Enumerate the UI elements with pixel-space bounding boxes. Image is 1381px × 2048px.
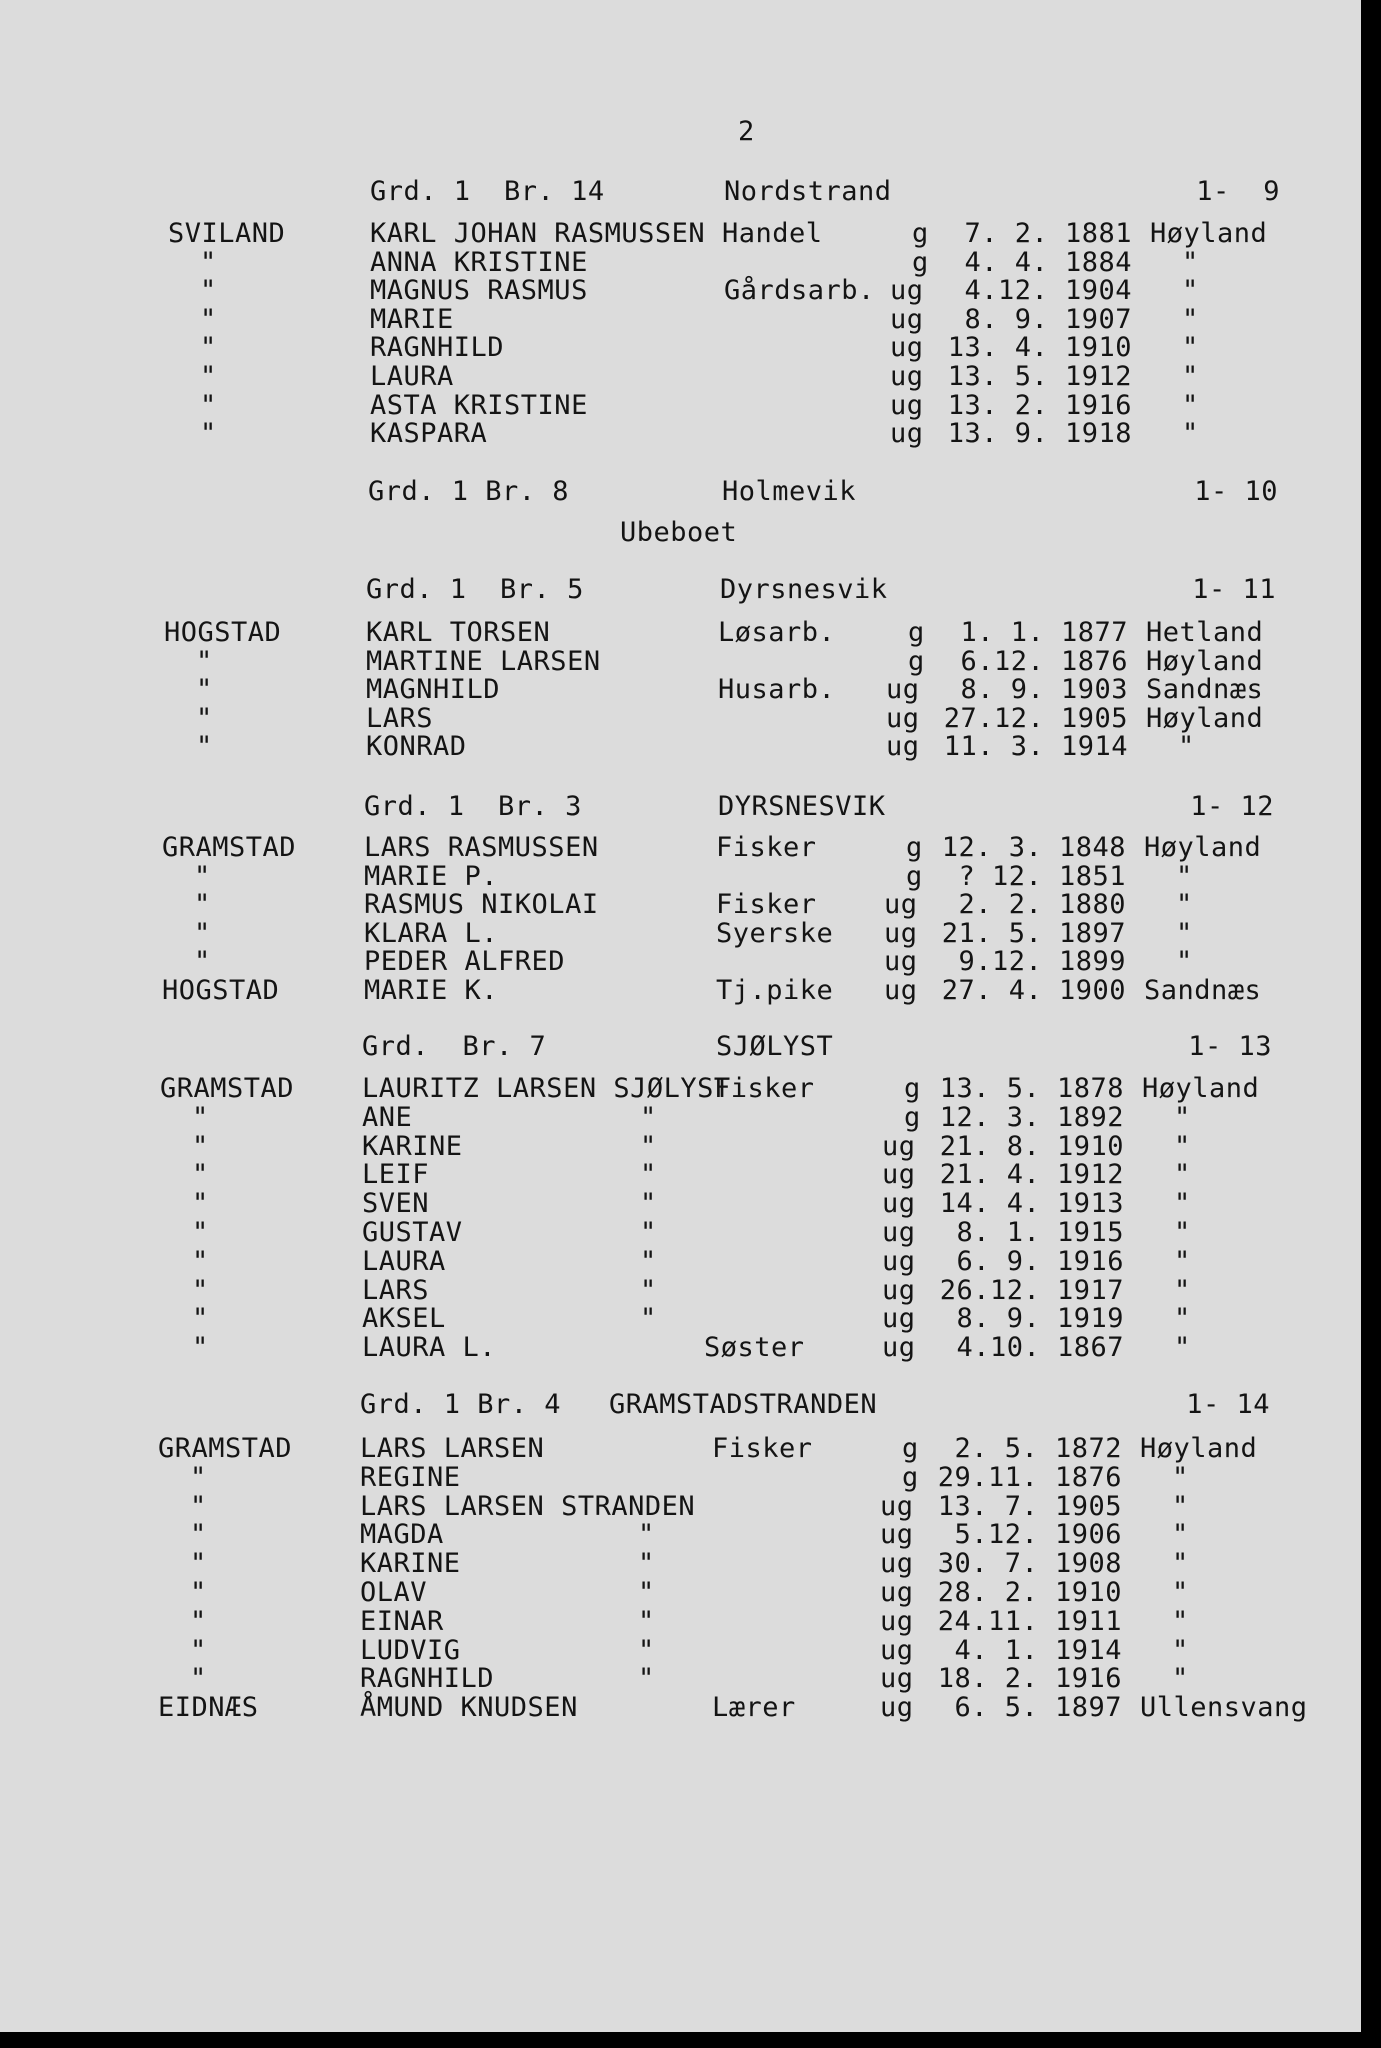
farm-name: " <box>200 247 217 278</box>
farm-name: " <box>190 1491 207 1522</box>
marital-status: ug <box>882 1246 916 1277</box>
birthplace: " <box>1172 1491 1189 1522</box>
birth-date: 13. 2. 1916 <box>947 390 1132 421</box>
farm-name: " <box>192 1303 209 1334</box>
marital-status: ug <box>880 1519 914 1550</box>
birthplace: " <box>1182 304 1199 335</box>
farm-name: " <box>192 1102 209 1133</box>
birth-date: 27. 4. 1900 <box>941 975 1126 1006</box>
farm-name: " <box>200 390 217 421</box>
birthplace: " <box>1176 946 1193 977</box>
person-name: RAGNHILD <box>360 1663 495 1694</box>
marital-status: ug <box>882 1159 916 1190</box>
person-name: MARTINE LARSEN <box>366 646 601 677</box>
farm-name: " <box>190 1577 207 1608</box>
farm-name: " <box>192 1246 209 1277</box>
marital-status: ug <box>890 361 924 392</box>
person-name: KARINE <box>362 1131 463 1162</box>
birthplace: " <box>1174 1131 1191 1162</box>
farm-name: " <box>194 946 211 977</box>
person-name: ÅMUND KNUDSEN <box>360 1692 578 1723</box>
birthplace: " <box>1174 1246 1191 1277</box>
birth-date: 8. 1. 1915 <box>956 1217 1124 1248</box>
farm-name: " <box>190 1635 207 1666</box>
ditto-mark: " <box>640 1275 657 1306</box>
person-name: AKSEL <box>362 1303 446 1334</box>
marital-status: ug <box>880 1491 914 1522</box>
section-header-place: Nordstrand <box>724 176 892 207</box>
marital-status: ug <box>884 975 918 1006</box>
farm-name: " <box>200 361 217 392</box>
farm-name: " <box>196 674 213 705</box>
section-header-place: Dyrsnesvik <box>720 574 888 605</box>
birthplace: " <box>1174 1275 1191 1306</box>
farm-name: " <box>192 1275 209 1306</box>
marital-status: ug <box>880 1692 914 1723</box>
occupation: Løsarb. <box>718 617 836 648</box>
farm-name: " <box>196 646 213 677</box>
ditto-mark: " <box>638 1519 655 1550</box>
birthplace: " <box>1172 1519 1189 1550</box>
birth-date: 2. 2. 1880 <box>958 889 1126 920</box>
birth-date: 6. 9. 1916 <box>956 1246 1124 1277</box>
section-header-ref: 1- 12 <box>1190 791 1274 822</box>
person-name: RASMUS NIKOLAI <box>364 889 599 920</box>
birthplace: " <box>1172 1548 1189 1579</box>
marital-status: g <box>904 1073 921 1104</box>
marital-status: ug <box>882 1332 916 1363</box>
birthplace: Høyland <box>1146 703 1264 734</box>
farm-name: " <box>190 1663 207 1694</box>
person-name: GUSTAV <box>362 1217 463 1248</box>
farm-name: " <box>192 1188 209 1219</box>
farm-name: " <box>190 1462 207 1493</box>
birth-date: 6. 5. 1897 <box>954 1692 1122 1723</box>
birth-date: 5.12. 1906 <box>954 1519 1122 1550</box>
birthplace: Høyland <box>1150 218 1268 249</box>
marital-status: ug <box>882 1303 916 1334</box>
occupation: Syerske <box>716 918 834 949</box>
birthplace: " <box>1174 1159 1191 1190</box>
ditto-mark: " <box>640 1217 657 1248</box>
person-name: RAGNHILD <box>370 332 505 363</box>
birthplace: Sandnæs <box>1146 674 1264 705</box>
birthplace: " <box>1182 361 1199 392</box>
birthplace: " <box>1182 418 1199 449</box>
person-name: ANE <box>362 1102 413 1133</box>
birth-date: 8. 9. 1903 <box>960 674 1128 705</box>
marital-status: ug <box>882 1217 916 1248</box>
person-name: KLARA L. <box>364 918 499 949</box>
marital-status: ug <box>882 1131 916 1162</box>
person-name: KONRAD <box>366 731 467 762</box>
farm-name: " <box>200 275 217 306</box>
marital-status: g <box>908 617 925 648</box>
ditto-mark: " <box>640 1246 657 1277</box>
farm-name: " <box>190 1519 207 1550</box>
birthplace: Høyland <box>1142 1073 1260 1104</box>
marital-status: ug <box>890 332 924 363</box>
occupation: Fisker <box>712 1433 813 1464</box>
occupation: Lærer <box>712 1692 796 1723</box>
birthplace: " <box>1182 390 1199 421</box>
farm-name: " <box>200 304 217 335</box>
section-header-grd: Grd. 1 Br. 8 <box>368 476 570 507</box>
farm-name: " <box>192 1159 209 1190</box>
farm-name: GRAMSTAD <box>160 1073 295 1104</box>
marital-status: g <box>902 1462 919 1493</box>
farm-name: " <box>194 918 211 949</box>
birthplace: " <box>1182 247 1199 278</box>
birth-date: 2. 5. 1872 <box>954 1433 1122 1464</box>
birth-date: 21. 8. 1910 <box>939 1131 1124 1162</box>
birth-date: 8. 9. 1919 <box>956 1303 1124 1334</box>
birth-date: ? 12. 1851 <box>958 861 1126 892</box>
person-name: KARINE <box>360 1548 461 1579</box>
ditto-mark: " <box>640 1159 657 1190</box>
birth-date: 13. 9. 1918 <box>947 418 1132 449</box>
person-name: LAURA L. <box>362 1332 497 1363</box>
birth-date: 13. 4. 1910 <box>947 332 1132 363</box>
birthplace: " <box>1176 889 1193 920</box>
occupation: Fisker <box>714 1073 815 1104</box>
marital-status: ug <box>884 918 918 949</box>
farm-name: " <box>200 332 217 363</box>
marital-status: ug <box>880 1635 914 1666</box>
marital-status: ug <box>886 731 920 762</box>
birthplace: Sandnæs <box>1144 975 1262 1006</box>
birth-date: 4.12. 1904 <box>964 275 1132 306</box>
person-name: MAGDA <box>360 1519 444 1550</box>
marital-status: g <box>904 1102 921 1133</box>
farm-name: GRAMSTAD <box>162 832 297 863</box>
marital-status: ug <box>890 418 924 449</box>
section-header-ref: 1- 10 <box>1194 476 1278 507</box>
birth-date: 1. 1. 1877 <box>960 617 1128 648</box>
marital-status: g <box>906 832 923 863</box>
person-name: MARIE <box>370 304 454 335</box>
ditto-mark: " <box>638 1606 655 1637</box>
farm-name: " <box>196 703 213 734</box>
occupation: Handel <box>722 218 823 249</box>
farm-name: " <box>192 1332 209 1363</box>
marital-status: ug <box>880 1606 914 1637</box>
person-name: KASPARA <box>370 418 488 449</box>
person-name: LEIF <box>362 1159 430 1190</box>
marital-status: ug <box>880 1548 914 1579</box>
ditto-mark: " <box>640 1303 657 1334</box>
farm-name: " <box>194 889 211 920</box>
person-name: SVEN <box>362 1188 430 1219</box>
page-number: 2 <box>738 116 755 147</box>
birthplace: " <box>1174 1188 1191 1219</box>
birth-date: 4. 1. 1914 <box>954 1635 1122 1666</box>
occupation: Fisker <box>716 889 817 920</box>
section-header-grd: Grd. 1 Br. 3 <box>364 791 582 822</box>
ditto-mark: " <box>640 1131 657 1162</box>
birth-date: 7. 2. 1881 <box>964 218 1132 249</box>
marital-status: g <box>912 247 929 278</box>
birth-date: 13. 5. 1878 <box>939 1073 1124 1104</box>
birth-date: 13. 7. 1905 <box>937 1491 1122 1522</box>
marital-status: g <box>906 861 923 892</box>
marital-status: ug <box>882 1188 916 1219</box>
farm-name: " <box>196 731 213 762</box>
birth-date: 21. 5. 1897 <box>941 918 1126 949</box>
birthplace: " <box>1176 918 1193 949</box>
section-header-ref: 1- 11 <box>1192 574 1276 605</box>
section-header-place: Holmevik <box>722 476 857 507</box>
person-name: MARIE K. <box>364 975 499 1006</box>
birthplace: Høyland <box>1140 1433 1258 1464</box>
birth-date: 27.12. 1905 <box>943 703 1128 734</box>
marital-status: ug <box>886 674 920 705</box>
occupation: Fisker <box>716 832 817 863</box>
birth-date: 6.12. 1876 <box>960 646 1128 677</box>
farm-name: " <box>194 861 211 892</box>
farm-name: " <box>200 418 217 449</box>
ditto-mark: " <box>638 1663 655 1694</box>
birthplace: " <box>1172 1635 1189 1666</box>
birthplace: " <box>1172 1462 1189 1493</box>
birthplace: " <box>1172 1663 1189 1694</box>
birthplace: " <box>1182 275 1199 306</box>
farm-name: SVILAND <box>168 218 286 249</box>
birth-date: 26.12. 1917 <box>939 1275 1124 1306</box>
ditto-mark: " <box>640 1188 657 1219</box>
birth-date: 4. 4. 1884 <box>964 247 1132 278</box>
person-name: LARS LARSEN STRANDEN <box>360 1491 696 1522</box>
ditto-mark: " <box>638 1548 655 1579</box>
farm-name: GRAMSTAD <box>158 1433 293 1464</box>
ditto-mark: " <box>638 1635 655 1666</box>
birth-date: 12. 3. 1848 <box>941 832 1126 863</box>
birth-date: 28. 2. 1910 <box>937 1577 1122 1608</box>
person-name: MARIE P. <box>364 861 499 892</box>
person-name: LAURA <box>370 361 454 392</box>
birthplace: Ullensvang <box>1140 1692 1308 1723</box>
section-header-grd: Grd. 1 Br. 14 <box>370 176 605 207</box>
birthplace: " <box>1172 1577 1189 1608</box>
marital-status: ug <box>886 703 920 734</box>
person-name: MAGNHILD <box>366 674 501 705</box>
person-name: MAGNUS RASMUS <box>370 275 588 306</box>
person-name: LARS <box>362 1275 430 1306</box>
occupation: Søster <box>704 1332 805 1363</box>
marital-status: ug <box>890 275 924 306</box>
section-header-ref: 1- 13 <box>1188 1031 1272 1062</box>
occupation: Gårdsarb. <box>724 275 875 306</box>
section-header-grd: Grd. 1 Br. 5 <box>366 574 584 605</box>
birth-date: 21. 4. 1912 <box>939 1159 1124 1190</box>
birth-date: 30. 7. 1908 <box>937 1548 1122 1579</box>
marital-status: g <box>908 646 925 677</box>
birth-date: 8. 9. 1907 <box>964 304 1132 335</box>
farm-name: HOGSTAD <box>162 975 280 1006</box>
section-header-ref: 1- 14 <box>1186 1389 1270 1420</box>
marital-status: ug <box>882 1275 916 1306</box>
person-name: ANNA KRISTINE <box>370 247 588 278</box>
occupation: Tj.pike <box>716 975 834 1006</box>
section-header-place: SJØLYST <box>716 1031 834 1062</box>
section-header-grd: Grd. Br. 7 <box>362 1031 547 1062</box>
marital-status: ug <box>890 390 924 421</box>
person-name: LARS LARSEN <box>360 1433 545 1464</box>
birthplace: " <box>1182 332 1199 363</box>
person-name: LARS RASMUSSEN <box>364 832 599 863</box>
birthplace: Høyland <box>1146 646 1264 677</box>
birthplace: " <box>1172 1606 1189 1637</box>
person-name: ASTA KRISTINE <box>370 390 588 421</box>
section-header-ref: 1- 9 <box>1196 176 1280 207</box>
birthplace: Hetland <box>1146 617 1264 648</box>
farm-name: " <box>190 1548 207 1579</box>
marital-status: ug <box>880 1577 914 1608</box>
person-name: EINAR <box>360 1606 444 1637</box>
birthplace: " <box>1174 1217 1191 1248</box>
birth-date: 11. 3. 1914 <box>943 731 1128 762</box>
section-header-grd: Grd. 1 Br. 4 <box>360 1389 562 1420</box>
person-name: PEDER ALFRED <box>364 946 566 977</box>
marital-status: g <box>912 218 929 249</box>
marital-status: ug <box>890 304 924 335</box>
section-note: Ubeboet <box>620 517 738 548</box>
person-name: LAURA <box>362 1246 446 1277</box>
birthplace: Høyland <box>1144 832 1262 863</box>
person-name: LUDVIG <box>360 1635 461 1666</box>
birth-date: 14. 4. 1913 <box>939 1188 1124 1219</box>
birth-date: 24.11. 1911 <box>937 1606 1122 1637</box>
birthplace: " <box>1174 1102 1191 1133</box>
ditto-mark: " <box>640 1102 657 1133</box>
birth-date: 13. 5. 1912 <box>947 361 1132 392</box>
person-name: LAURITZ LARSEN SJØLYST <box>362 1073 731 1104</box>
marital-status: ug <box>884 946 918 977</box>
birthplace: " <box>1176 861 1193 892</box>
birthplace: " <box>1174 1332 1191 1363</box>
marital-status: ug <box>880 1663 914 1694</box>
farm-name: " <box>192 1131 209 1162</box>
birth-date: 9.12. 1899 <box>958 946 1126 977</box>
farm-name: HOGSTAD <box>164 617 282 648</box>
birth-date: 4.10. 1867 <box>956 1332 1124 1363</box>
section-header-place: GRAMSTADSTRANDEN <box>609 1389 878 1420</box>
marital-status: ug <box>884 889 918 920</box>
person-name: REGINE <box>360 1462 461 1493</box>
person-name: OLAV <box>360 1577 428 1608</box>
birth-date: 18. 2. 1916 <box>937 1663 1122 1694</box>
section-header-place: DYRSNESVIK <box>718 791 886 822</box>
birthplace: " <box>1174 1303 1191 1334</box>
person-name: LARS <box>366 703 434 734</box>
person-name: KARL JOHAN RASMUSSEN <box>370 218 706 249</box>
ditto-mark: " <box>638 1577 655 1608</box>
person-name: KARL TORSEN <box>366 617 551 648</box>
birth-date: 12. 3. 1892 <box>939 1102 1124 1133</box>
farm-name: EIDNÆS <box>158 1692 259 1723</box>
occupation: Husarb. <box>718 674 836 705</box>
marital-status: g <box>902 1433 919 1464</box>
birth-date: 29.11. 1876 <box>937 1462 1122 1493</box>
farm-name: " <box>190 1606 207 1637</box>
farm-name: " <box>192 1217 209 1248</box>
birthplace: " <box>1178 731 1195 762</box>
